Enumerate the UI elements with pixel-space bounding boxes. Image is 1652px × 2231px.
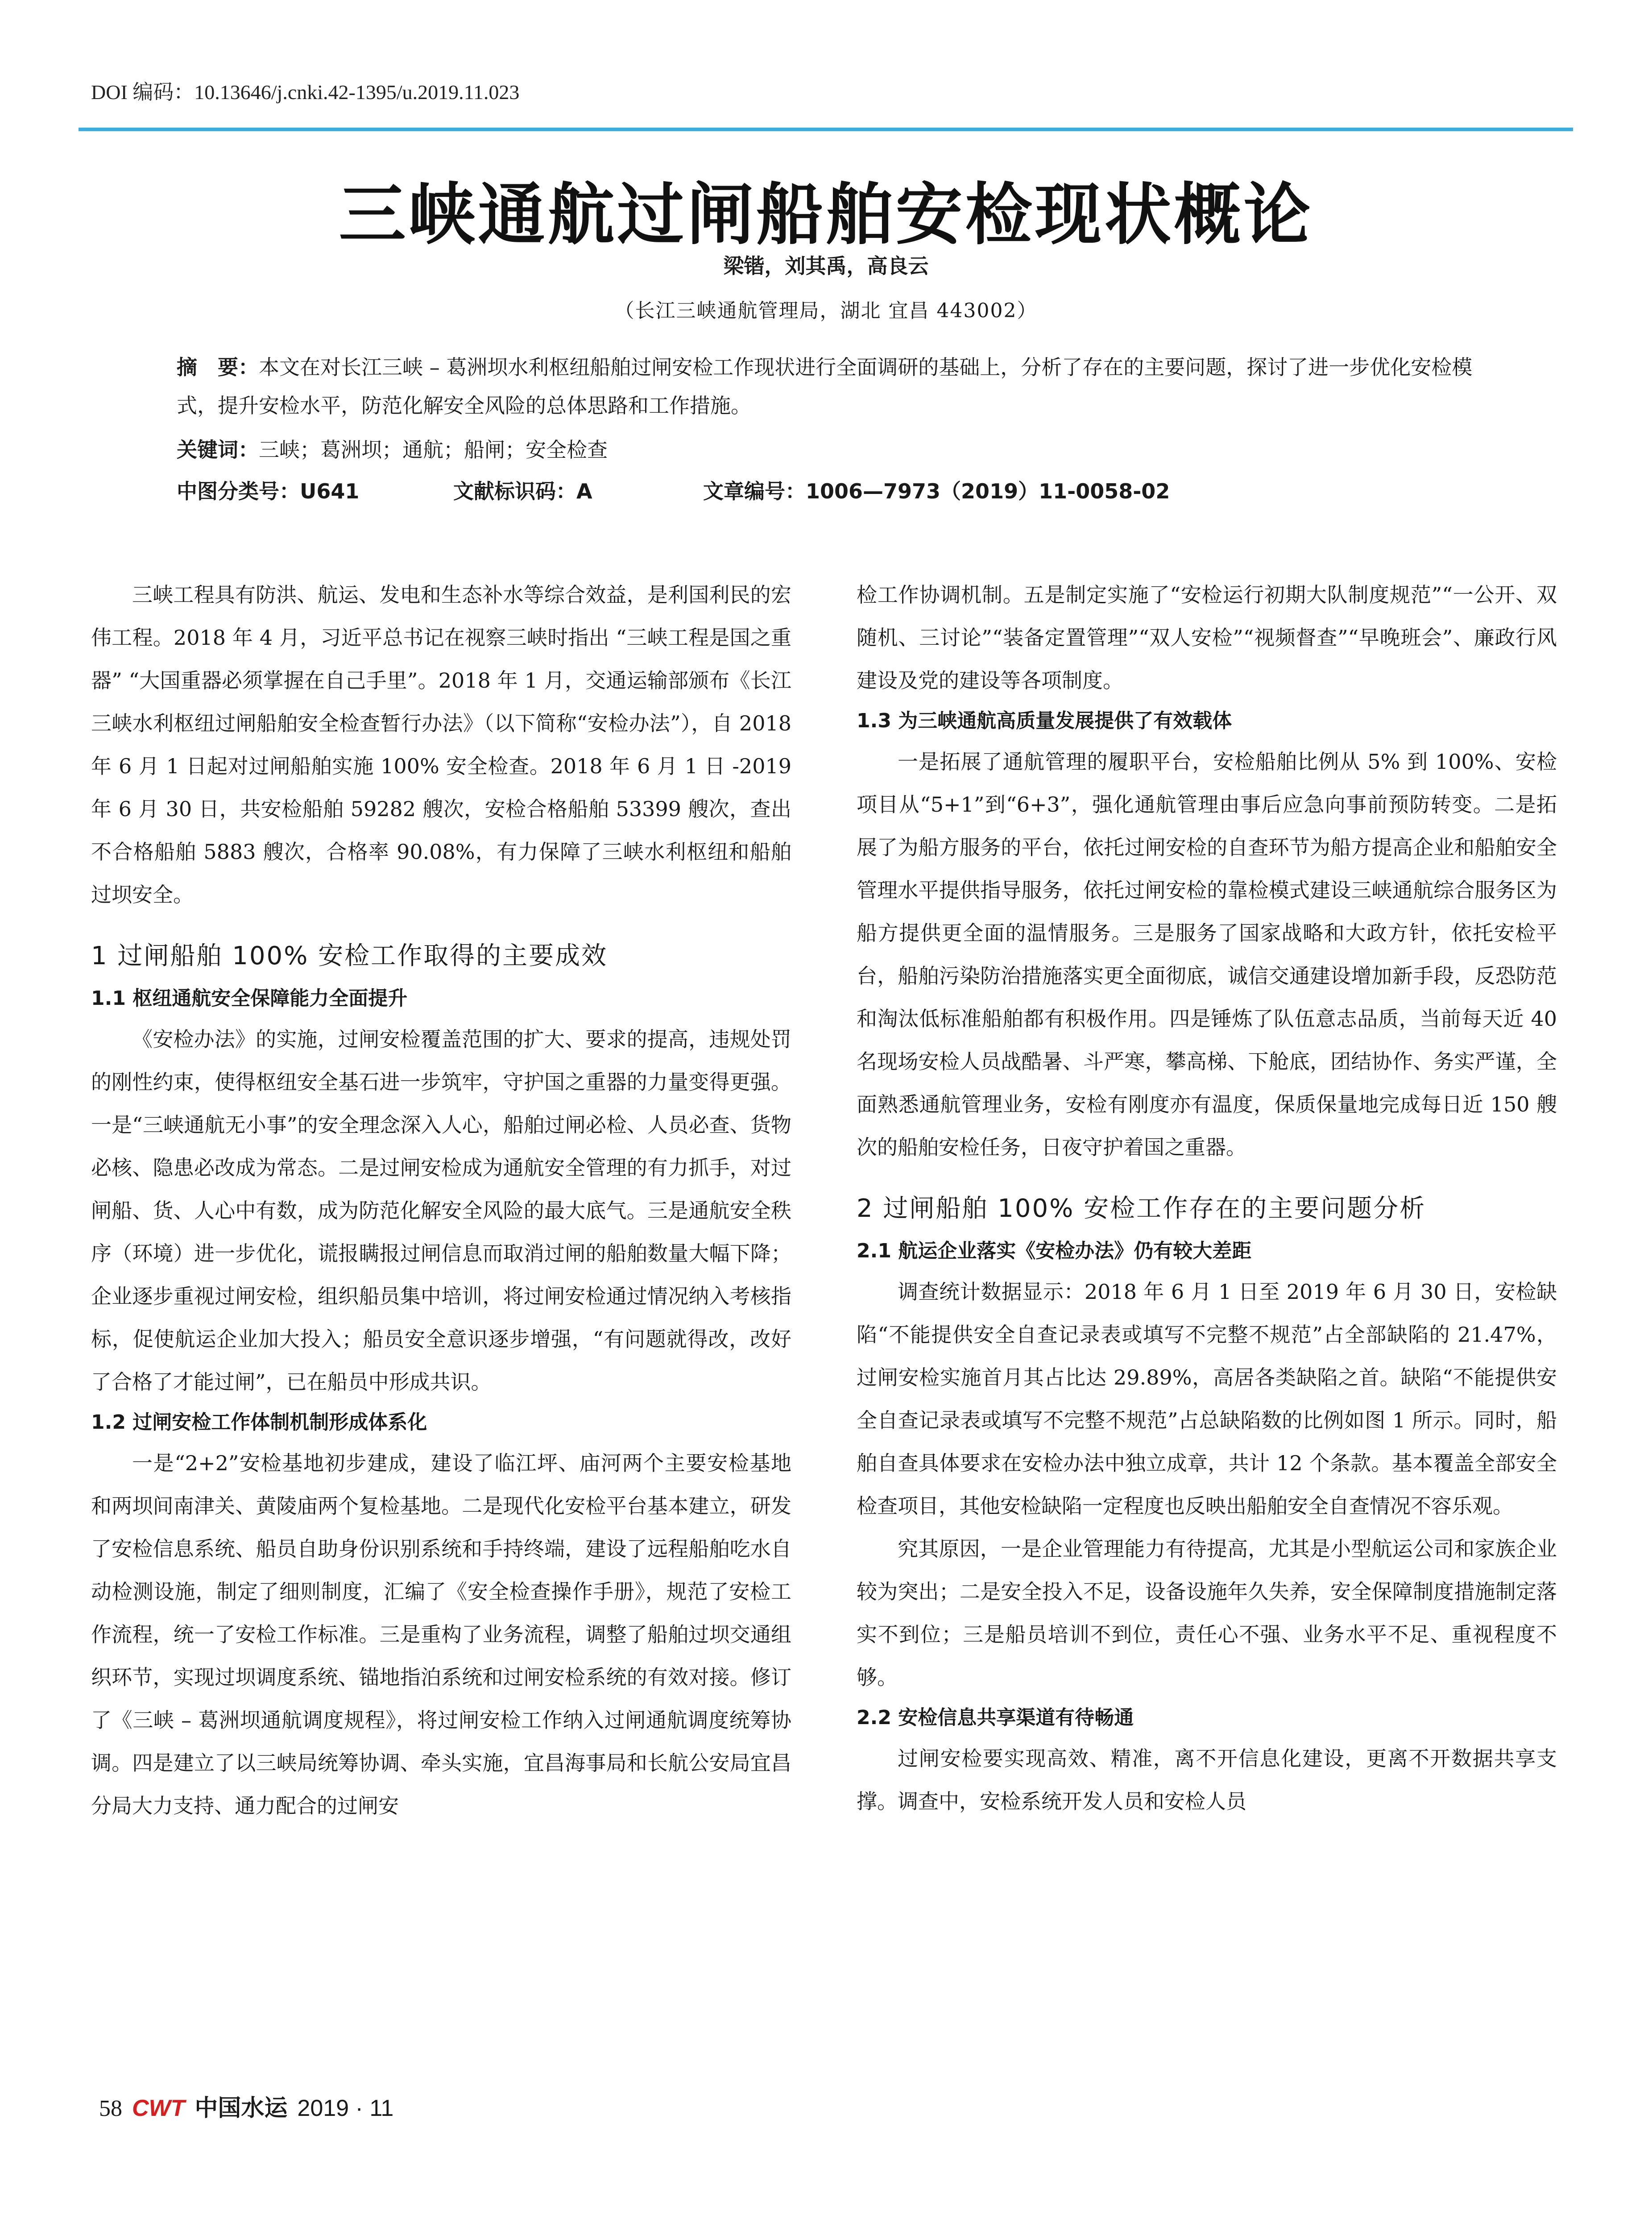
author-list: 梁锴，刘其禹，高良云 bbox=[723, 254, 929, 278]
paper-title: 三峡通航过闸船舶安检现状概论 bbox=[339, 175, 1313, 254]
subsection-heading-2-2: 2.2 安检信息共享渠道有待畅通 bbox=[857, 1706, 1134, 1729]
paragraph-2-2: 过闸安检要实现高效、精准，离不开信息化建设，更离不开数据共享支撑。调查中，安检系统开发人员和安检人员 bbox=[857, 1746, 1557, 1813]
section-heading-1: 1 过闸船舶 100% 安检工作取得的主要成效 bbox=[91, 941, 608, 970]
subsection-heading-1-3: 1.3 为三峡通航高质量发展提供了有效载体 bbox=[857, 709, 1232, 732]
spacer bbox=[857, 1169, 1557, 1181]
abstract bbox=[177, 348, 1497, 425]
subsection-heading-1-1: 1.1 枢纽通航安全保障能力全面提升 bbox=[91, 987, 408, 1010]
document-code: 文献标识码：A bbox=[453, 479, 592, 503]
abstract-label: 摘 要： bbox=[177, 355, 259, 379]
clc-number: 中图分类号：U641 bbox=[177, 479, 360, 503]
paragraph-1-2: 一是“2+2”安检基地初步建成，建设了临江坪、庙河两个主要安检基地和两坝间南津关、黄陵庙两个复检基地。二是现代化安检平台基本建立，研发了安检信息系统、船员自助身份识别系统和手持终端，建设了远程船舶吃水自动检测设施，制定了细则制度，汇编了《安全检查操作手册》，规范了安检工作流程，统一了安检工作标准。三是重构了业务流程，调整了船舶过坝交通组织环节，实现过坝调度系统、锚地指泊系统和过闸安检系统的有效对接。修订了《三峡 – 葛洲坝通航调度规程》，将过闸安检工作纳入过闸通航调度统筹协调。四是建立了以三峡局统筹协调、牵头实施，宜昌海事局和长航公安局宜昌分局大力支持、通力配合的过闸安 bbox=[91, 1451, 791, 1818]
subsection-heading-1-2: 1.2 过闸安检工作体制机制形成体系化 bbox=[91, 1411, 427, 1434]
page-number: 58 bbox=[99, 2096, 122, 2121]
abstract-text: 本文在对长江三峡 – 葛洲坝水利枢纽船舶过闸安检工作现状进行全面调研的基础上，分析了存在的主要问题，探讨了进一步优化安检模式，提升安检水平，防范化解安全风险的总体思路和工作措施。 bbox=[177, 355, 1473, 418]
paragraph-1-3: 一是拓展了通航管理的履职平台，安检船舶比例从 5% 到 100%、安检项目从“5+1”到“6+3”，强化通航管理由事后应急向事前预防转变。二是拓展了为船方服务的平台，依托过闸安检的自查环节为船方提高企业和船舶安全管理水平提供指导服务，依托过闸安检的靠检模式建设三峡通航综合服务区为船方提供更全面的温情服务。三是服务了国家战略和大政方针，依托安检平台，船舶污染防治措施落实更全面彻底，诚信交通建设增加新手段，反恐防范和淘汰低标准船舶都有积极作用。四是锤炼了队伍意志品质，当前每天近 40 名现场安检人员战酷暑、斗严寒，攀高梯、下舱底，团结协作、务实严谨，全面熟悉通航管理业务，安检有刚度亦有温度，保质保量地完成每日近 150 艘次的船舶安检任务，日夜守护着国之重器。 bbox=[857, 750, 1557, 1159]
classification-line bbox=[177, 472, 1497, 510]
page-footer bbox=[99, 2089, 393, 2123]
keywords-text: 三峡；葛洲坝；通航；船闸；安全检查 bbox=[259, 438, 608, 462]
journal-issue: 2019 · 11 bbox=[297, 2095, 394, 2121]
article-number: 文章编号：1006—7973（2019）11-0058-02 bbox=[703, 479, 1170, 503]
section-heading-2: 2 过闸船舶 100% 安检工作存在的主要问题分析 bbox=[857, 1194, 1426, 1223]
doi-line: DOI 编码：10.13646/j.cnki.42-1395/u.2019.11.023 bbox=[91, 81, 520, 104]
intro-paragraph: 三峡工程具有防洪、航运、发电和生态补水等综合效益，是利国利民的宏伟工程。2018 年 4 月，习近平总书记在视察三峡时指出 “三峡工程是国之重器” “大国重器必须掌握在自己手里”。2018 年 1 月，交通运输部颁布《长江三峡水利枢纽过闸船舶安全检查暂行办法》（以下简称“安检办法”），自 2018 年 6 月 1 日起对过闸船舶实施 100% 安全检查。2018 年 6 月 1 日 -2019 年 6 月 30 日，共安检船舶 59282 艘次，安检合格船舶 53399 艘次，查出不合格船舶 5883 艘次，合格率 90.08%，有力保障了三峡水利枢纽和船舶过坝安全。 bbox=[91, 583, 791, 907]
paragraph-2-1a: 调查统计数据显示：2018 年 6 月 1 日至 2019 年 6 月 30 日，安检缺陷“不能提供安全自查记录表或填写不完整不规范”占全部缺陷的 21.47%，过闸安检实施首月其占比达 29.89%，高居各类缺陷之首。缺陷“不能提供安全自查记录表或填写不完整不规范”占总缺陷数的比例如图 1 所示。同时，船舶自查具体要求在安检办法中独立成章，共计 12 个条款。基本覆盖全部安全检查项目，其他安检缺陷一定程度也反映出船舶安全自查情况不容乐观。 bbox=[857, 1280, 1557, 1518]
continued-paragraph: 检工作协调机制。五是制定实施了“安检运行初期大队制度规范”“一公开、双随机、三讨论”“装备定置管理”“双人安检”“视频督查”“早晚班会”、廉政行风建设及党的建设等各项制度。 bbox=[857, 583, 1557, 693]
journal-name: 中国水运 bbox=[195, 2094, 288, 2122]
journal-logo: CWT bbox=[132, 2095, 185, 2121]
spacer bbox=[91, 916, 791, 929]
header-rule bbox=[79, 128, 1573, 131]
subsection-heading-2-1: 2.1 航运企业落实《安检办法》仍有较大差距 bbox=[857, 1240, 1252, 1262]
affiliation: （长江三峡通航管理局，湖北 宜昌 443002） bbox=[614, 299, 1038, 322]
paragraph-1-1: 《安检办法》的实施，过闸安检覆盖范围的扩大、要求的提高，违规处罚的刚性约束，使得枢纽安全基石进一步筑牢，守护国之重器的力量变得更强。一是“三峡通航无小事”的安全理念深入人心，船舶过闸必检、人员必查、货物必核、隐患必改成为常态。二是过闸安检成为通航安全管理的有力抓手，对过闸船、货、人心中有数，成为防范化解安全风险的最大底气。三是通航安全秩序（环境）进一步优化，谎报瞒报过闸信息而取消过闸的船舶数量大幅下降；企业逐步重视过闸安检，组织船员集中培训，将过闸安检通过情况纳入考核指标，促使航运企业加大投入；船员安全意识逐步增强，“有问题就得改，改好了合格了才能过闸”，已在船员中形成共识。 bbox=[91, 1027, 791, 1394]
left-column bbox=[91, 573, 791, 1827]
paragraph-2-1b: 究其原因，一是企业管理能力有待提高，尤其是小型航运公司和家族企业较为突出；二是安全投入不足，设备设施年久失养，安全保障制度措施制定落实不到位；三是船员培训不到位，责任心不强、业务水平不足、重视程度不够。 bbox=[857, 1537, 1557, 1689]
keywords bbox=[177, 431, 1497, 469]
right-column bbox=[857, 573, 1557, 1823]
keywords-label: 关键词： bbox=[177, 438, 259, 462]
